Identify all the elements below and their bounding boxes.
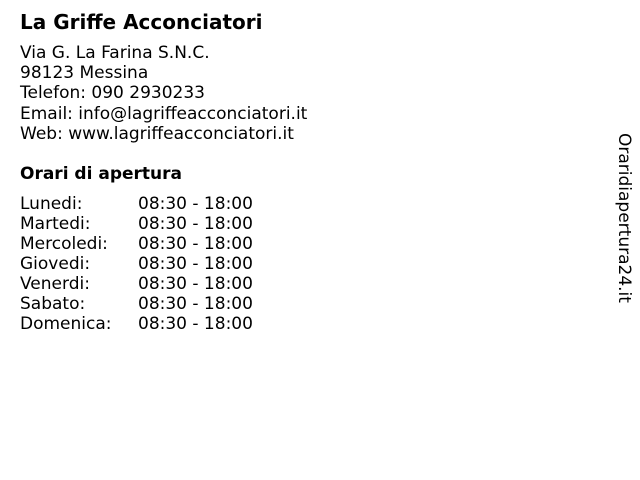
time-range: 08:30 - 18:00 (138, 254, 253, 274)
time-range: 08:30 - 18:00 (138, 294, 253, 314)
contact-info (20, 43, 307, 144)
hours-row-monday (20, 194, 280, 214)
day-label: Sabato: (20, 294, 86, 314)
phone-number: Telefon: 090 2930233 (20, 83, 205, 104)
day-label: Martedi: (20, 214, 91, 234)
time-range: 08:30 - 18:00 (138, 194, 253, 214)
website: Web: www.lagriffeacconciatori.it (20, 123, 294, 144)
address-street: Via G. La Farina S.N.C. (20, 43, 210, 63)
time-range: 08:30 - 18:00 (138, 274, 253, 294)
opening-hours-table (20, 194, 280, 334)
opening-hours-title: Orari di apertura (20, 164, 182, 184)
hours-row-saturday (20, 294, 280, 314)
hours-row-tuesday (20, 214, 280, 234)
hours-row-thursday (20, 254, 280, 274)
day-label: Mercoledi: (20, 234, 108, 254)
time-range: 08:30 - 18:00 (138, 214, 253, 234)
time-range: 08:30 - 18:00 (138, 234, 253, 254)
day-label: Giovedi: (20, 254, 91, 274)
business-name: La Griffe Acconciatori (20, 10, 263, 34)
time-range: 08:30 - 18:00 (138, 314, 253, 334)
hours-row-friday (20, 274, 280, 294)
address-city: 98123 Messina (20, 63, 149, 84)
day-label: Lunedi: (20, 194, 83, 214)
day-label: Venerdi: (20, 274, 90, 294)
hours-row-sunday (20, 314, 280, 334)
email-address: Email: info@lagriffeacconciatori.it (20, 103, 308, 124)
site-watermark: Oraridiapertura24.it (614, 133, 634, 303)
hours-row-wednesday (20, 234, 280, 254)
day-label: Domenica: (20, 314, 112, 334)
